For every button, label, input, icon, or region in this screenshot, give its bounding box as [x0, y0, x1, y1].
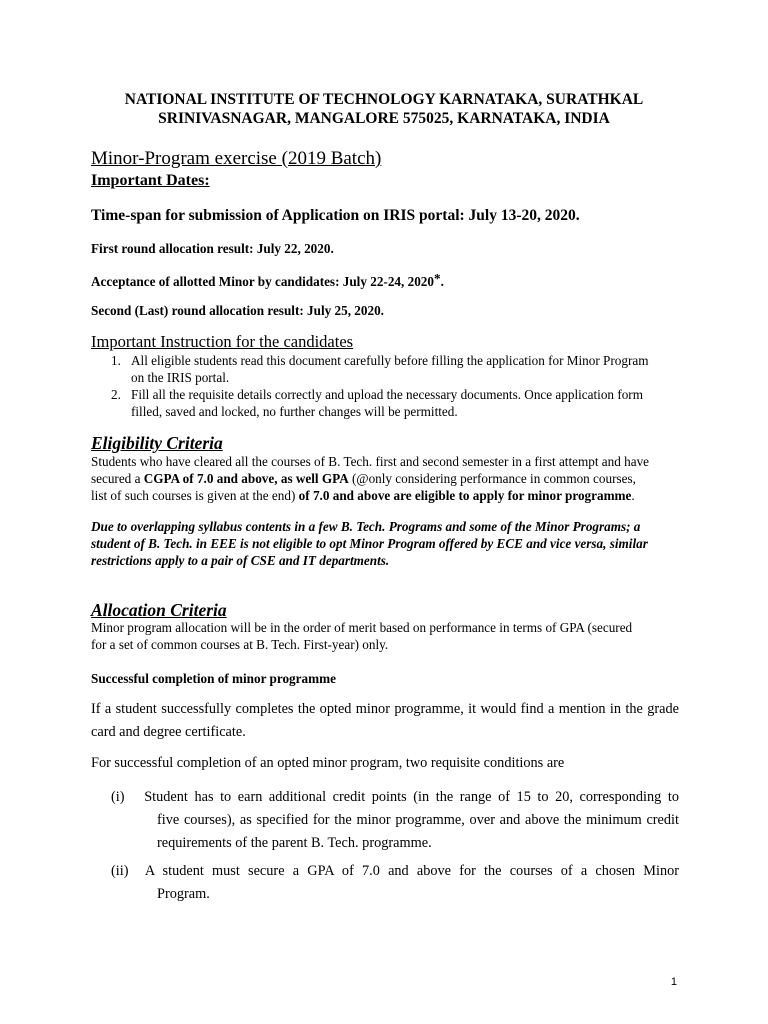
submission-timespan: Time-span for submission of Application on IRIS portal: July 13-20, 2020. — [91, 207, 580, 224]
instructions-list — [91, 352, 679, 420]
first-round-date: First round allocation result: July 22, 2020. — [91, 241, 334, 256]
allocation-heading: Allocation Criteria — [91, 600, 227, 620]
list-item: 2. Fill all the requisite details correctly and upload the necessary documents. Once application form filled, saved and locked, no further changes will be permitted. — [111, 387, 643, 419]
document-title: Minor-Program exercise (2019 Batch) — [91, 148, 382, 169]
eligibility-restriction-note: Due to overlapping syllabus contents in a few B. Tech. Programs and some of the Minor Programs; a student of B. Tech. in EEE is not eligible to opt Minor Program offered by ECE and vice versa, similar restrictions apply to a pair of CSE and IT departments. — [91, 519, 648, 568]
page-number: 1 — [670, 976, 677, 988]
completion-paragraph: If a student successfully completes the opted minor programme, it would find a mention in the grade card and degree certificate. — [91, 701, 679, 740]
eligibility-heading: Eligibility Criteria — [91, 433, 223, 453]
asterisk-mark: * — [433, 271, 441, 286]
institute-address: SRINIVASNAGAR, MANGALORE 575025, KARNATAKA, INDIA — [158, 110, 610, 127]
important-dates-heading: Important Dates: — [91, 172, 210, 189]
condition-item-2: (ii) A student must secure a GPA of 7.0 and above for the courses of a chosen Minor Program. — [111, 863, 680, 902]
condition-item-1: (i) Student has to earn additional credit points (in the range of 15 to 20, corresponding to five courses), as specified for the minor programme, over and above the minimum credit requirements of the parent B. Tech. programme. — [111, 789, 679, 851]
institute-name: NATIONAL INSTITUTE OF TECHNOLOGY KARNATAKA, SURATHKAL — [124, 91, 644, 108]
eligibility-paragraph: Students who have cleared all the courses of B. Tech. first and second semester in a first attempt and have secured a CGPA of 7.0 and above, as well GPA (@only considering performance in common courses, list of such courses is given at the end) of 7.0 and above are eligible to apply for minor programme. — [91, 454, 650, 503]
acceptance-date: Acceptance of allotted Minor by candidates: July 22-24, 2020*. — [91, 271, 444, 289]
completion-conditions-intro: For successful completion of an opted minor program, two requisite conditions are — [91, 755, 565, 771]
second-round-date: Second (Last) round allocation result: July 25, 2020. — [91, 303, 384, 318]
allocation-paragraph: Minor program allocation will be in the order of merit based on performance in terms of GPA (secured for a set of common courses at B. Tech. First-year) only. — [91, 620, 633, 652]
completion-heading: Successful completion of minor programme — [91, 671, 336, 686]
instructions-heading: Important Instruction for the candidates — [91, 332, 354, 351]
list-item: 1. All eligible students read this document carefully before filling the application for Minor Program on the IRIS portal. — [111, 353, 649, 385]
